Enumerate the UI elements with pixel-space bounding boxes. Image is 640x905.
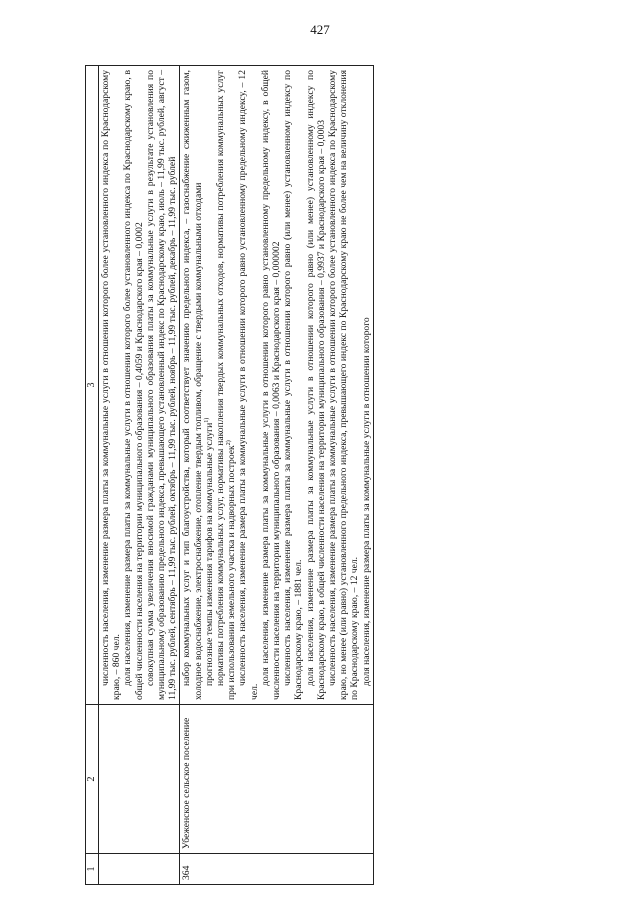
continuation-row <box>99 66 180 885</box>
row-paragraph: доля населения, изменение размера платы за коммунальные услуги в отношении которого <box>360 317 372 686</box>
row-number: 364 <box>180 854 373 885</box>
table-row <box>180 66 373 885</box>
header-row <box>86 66 99 885</box>
continuation-paragraph: численность населения, изменение размера платы за коммунальные услуги в отношении которого более установленного индекса по Краснодарскому краю, – 860 чел. <box>100 70 123 700</box>
row-text-cell <box>180 66 373 705</box>
page-number: 427 <box>310 22 330 37</box>
continuation-text-cell <box>99 66 180 705</box>
header-col-3: 3 <box>86 66 99 705</box>
continuation-number-cell <box>99 854 180 885</box>
header-col-1: 1 <box>86 854 99 885</box>
tariff-forecast-text: прогнозные темпы изменения тарифов на коммунальные услуги <box>203 422 215 686</box>
row-paragraph: численность населения, изменение размера платы за коммунальные услуги в отношении которого более установленного индекса по Краснодарскому краю, но менее (или равно) установленного предельного индекса, превышающего индекс по Краснодарскому краю не более чем на величину отклонения по Краснодарскому краю, – 12 чел. <box>327 70 361 700</box>
norms-text: нормативы потребления коммунальных услуг, нормативы накопления твердых коммунальных отходов, нормативы потребления коммунальных услуг при использовании земельного участка и надворных построек <box>215 70 238 700</box>
row-paragraph: доля населения, изменение размера платы за коммунальные услуги в отношении которого равно (или менее) установленному индексу по Краснодарскому краю, в общей численности населения на территории муниципального образования – 0,9937 и Краснодарского края – 0,0003 <box>304 70 327 700</box>
continuation-paragraph: совокупная сумма увеличения вносимой гражданами муниципального образования платы за коммунальные услуги в результате установления по муниципальному образованию предельного индекса, превышающего установленный индекс по Краснодарскому краю, июль – 11,99 тыс. рублей, август – 11,99 тыс. рублей, сентябрь – 11,99 тыс. рублей, октябрь – 11,99 тыс. рублей, ноябрь – 11,99 тыс. рублей, декабрь – 11,99 тыс. рублей <box>144 70 179 700</box>
footnote-mark: 1) <box>203 417 210 423</box>
row-paragraph: численность населения, изменение размера платы за коммунальные услуги в отношении которого равно установленному предельному индексу, – 12 чел. <box>237 70 260 700</box>
continuation-name-cell <box>99 705 180 854</box>
settlement-name: Убеженское сельское поселение <box>180 705 373 854</box>
rotated-table-sheet <box>85 65 585 885</box>
footnote-mark: 2) <box>226 440 233 446</box>
data-table <box>85 65 374 885</box>
row-paragraph: доля населения, изменение размера платы за коммунальные услуги в отношении которого равно установленному предельному индексу, в общей численности населения на территории муниципального образования – 0,0063 и Краснодарского края – 0,000002 <box>259 70 283 700</box>
header-col-2: 2 <box>86 705 99 854</box>
row-paragraph <box>215 70 237 700</box>
continuation-paragraph: доля населения, изменение размера платы за коммунальные услуги в отношении которого более установленного индекса по Краснодарскому краю, в общей численности населения на территории муниципального образования – 0,4059 и Краснодарского края – 0,0002 <box>122 70 145 700</box>
row-paragraph: набор коммунальных услуг и тип благоустройства, который соответствует значению предельного индекса, – газоснабжение сжиженным газом, холодное водоснабжение, электроснабжение, отопление твердым топливом, обращение с твердыми коммунальными отходами <box>181 70 204 700</box>
row-paragraph: численность населения, изменение размера платы за коммунальные услуги в отношении которого равно (или менее) установленному индексу по Краснодарскому краю, – 1881 чел. <box>282 70 305 700</box>
row-paragraph <box>204 70 215 700</box>
